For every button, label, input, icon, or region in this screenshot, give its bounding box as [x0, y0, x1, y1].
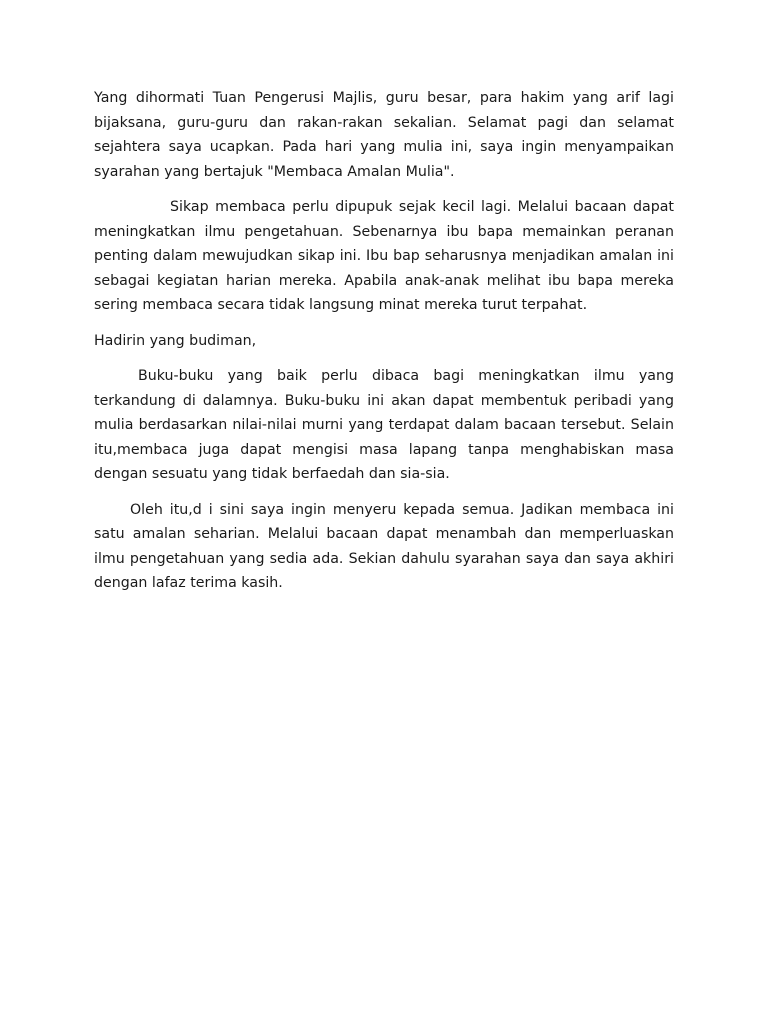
paragraph-closing: Oleh itu,d i sini saya ingin menyeru kepada semua. Jadikan membaca ini satu amalan seharian. Melalui bacaan dapat menambah dan memperluaskan ilmu pengetahuan yang sedia ada. Sekian dahulu syarahan saya dan saya akhiri dengan lafaz terima kasih.	[94, 501, 674, 591]
paragraph-reading-attitude: Sikap membaca perlu dipupuk sejak kecil lagi. Melalui bacaan dapat meningkatkan ilmu pengetahuan. Sebenarnya ibu bapa memainkan peranan penting dalam mewujudkan sikap ini. Ibu bap seharusnya menjadikan amalan ini sebagai kegiatan harian mereka. Apabila anak-anak melihat ibu bapa mereka sering membaca secara tidak langsung minat mereka turut terpahat.	[94, 199, 674, 313]
paragraph-greeting: Hadirin yang budiman,	[94, 332, 257, 349]
speech-text	[94, 86, 674, 607]
paragraph-opening: Yang dihormati Tuan Pengerusi Majlis, guru besar, para hakim yang arif lagi bijaksana, guru-guru dan rakan-rakan sekalian. Selamat pagi dan selamat sejahtera saya ucapkan. Pada hari yang mulia ini, saya ingin menyampaikan syarahan yang bertajuk "Membaca Amalan Mulia".	[94, 90, 674, 180]
paragraph-good-books: Buku-buku yang baik perlu dibaca bagi meningkatkan ilmu yang terkandung di dalamnya. Buku-buku ini akan dapat membentuk peribadi yang mulia berdasarkan nilai-nilai murni yang terdapat dalam bacaan tersebut. Selain itu,membaca juga dapat mengisi masa lapang tanpa menghabiskan masa dengan sesuatu yang tidak berfaedah dan sia-sia.	[94, 368, 674, 482]
